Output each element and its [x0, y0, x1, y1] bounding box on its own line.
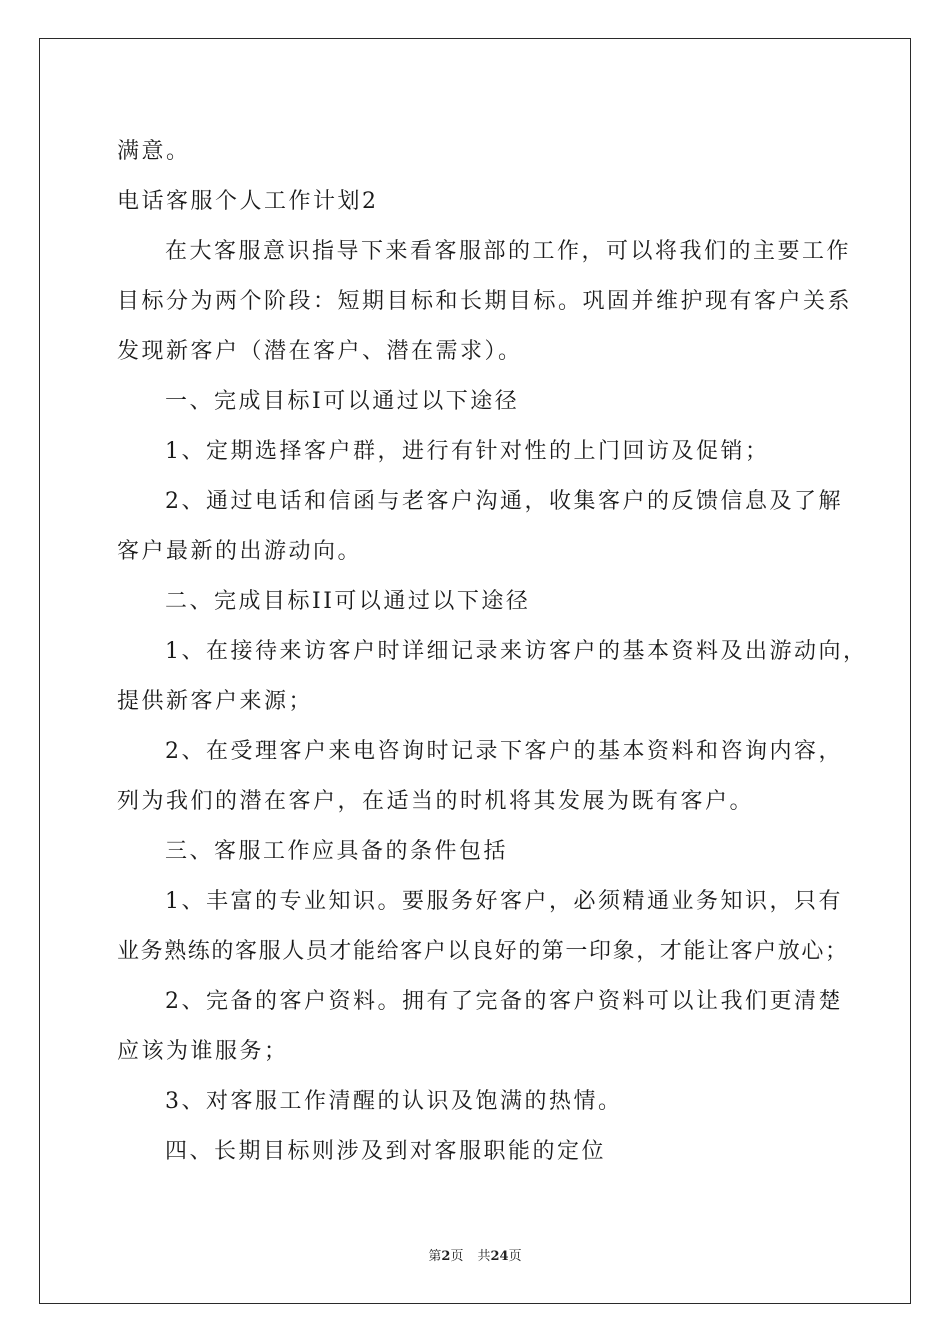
total-suffix: 页: [508, 1249, 522, 1264]
text-line: 业务熟练的客服人员才能给客户以良好的第一印象，才能让客户放心；: [117, 939, 849, 964]
text-line: 1、在接待来访客户时详细记录来访客户的基本资料及出游动向，: [165, 639, 868, 664]
text-line: 满意。: [117, 139, 191, 164]
text-line: 一、完成目标I可以通过以下途径: [165, 389, 520, 414]
text-line: 2、在受理客户来电咨询时记录下客户的基本资料和咨询内容，: [165, 739, 843, 764]
text-line: 应该为谁服务；: [117, 1039, 289, 1064]
text-line: 四、长期目标则涉及到对客服职能的定位: [165, 1139, 607, 1164]
text-line: 1、定期选择客户群，进行有针对性的上门回访及促销；: [165, 439, 770, 464]
total-prefix: 共: [477, 1249, 491, 1264]
text-line: 二、完成目标II可以通过以下途径: [165, 589, 531, 614]
text-line: 1、丰富的专业知识。要服务好客户，必须精通业务知识，只有: [165, 889, 843, 914]
text-line: 在大客服意识指导下来看客服部的工作，可以将我们的主要工作: [165, 239, 852, 264]
page-footer: [0, 1245, 950, 1264]
total-pages: 24: [490, 1249, 509, 1264]
text-line: 发现新客户（潜在客户、潜在需求）。: [117, 339, 523, 364]
section-heading: 电话客服个人工作计划2: [117, 189, 379, 214]
text-line: 三、客服工作应具备的条件包括: [165, 839, 509, 864]
text-line: 列为我们的潜在客户，在适当的时机将其发展为既有客户。: [117, 789, 755, 814]
text-line: 提供新客户来源；: [117, 689, 314, 714]
text-line: 3、对客服工作清醒的认识及饱满的热情。: [165, 1089, 623, 1114]
page-suffix: 页: [450, 1249, 464, 1264]
text-line: 2、通过电话和信函与老客户沟通，收集客户的反馈信息及了解: [165, 489, 843, 514]
text-line: 目标分为两个阶段：短期目标和长期目标。巩固并维护现有客户关系: [117, 289, 853, 314]
text-line: 客户最新的出游动向。: [117, 539, 363, 564]
page-prefix: 第: [428, 1249, 442, 1264]
page-number: 2: [441, 1249, 451, 1264]
text-line: 2、完备的客户资料。拥有了完备的客户资料可以让我们更清楚: [165, 989, 843, 1014]
